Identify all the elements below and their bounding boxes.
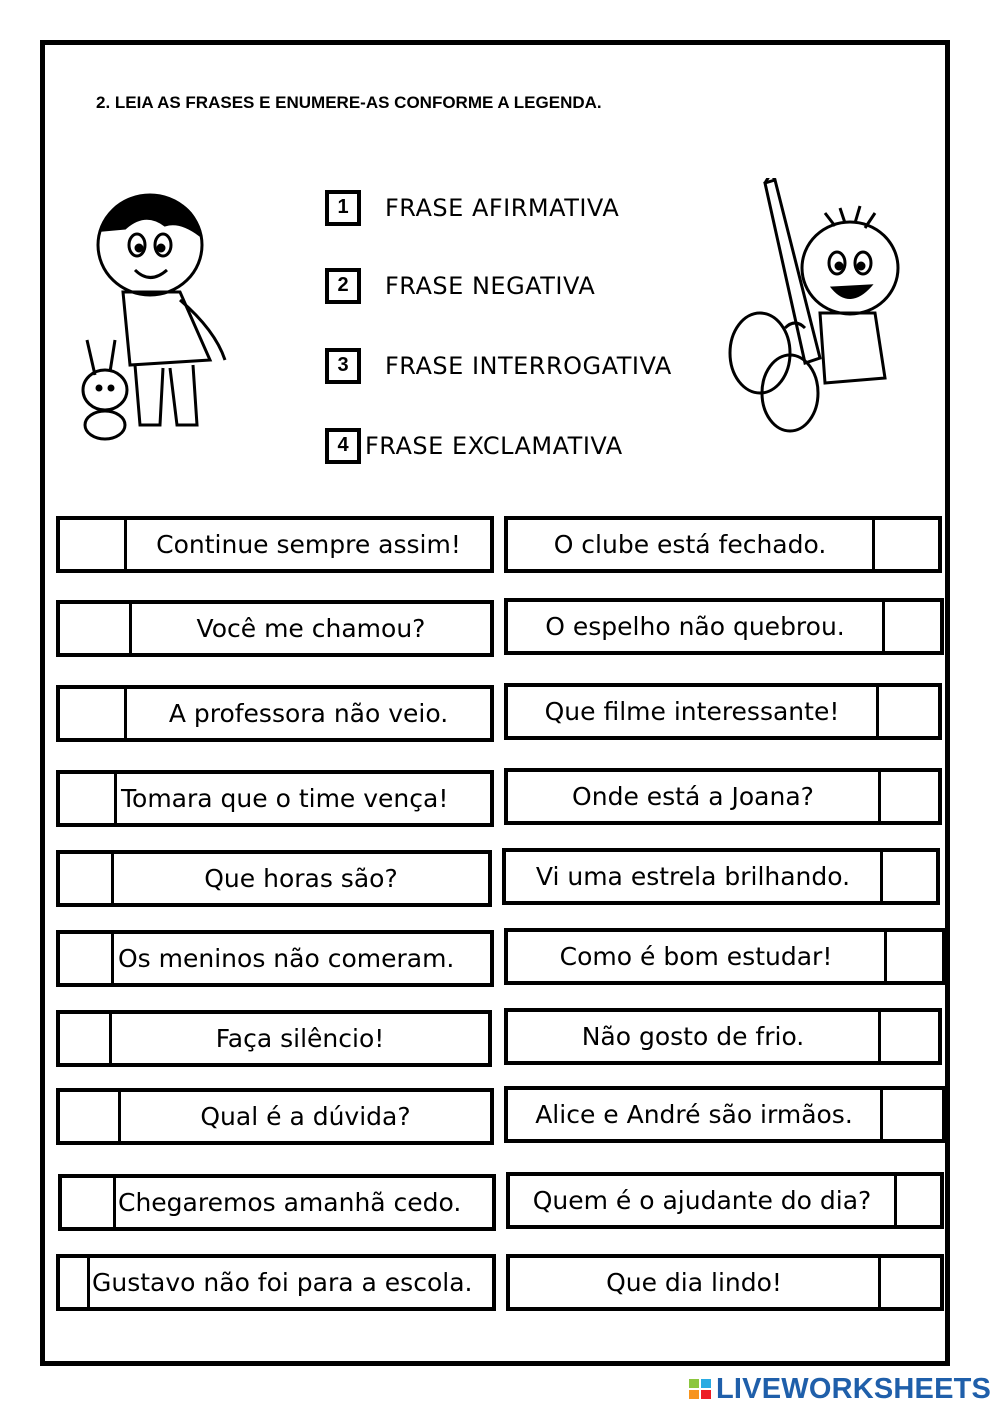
legend-number-box: 1 xyxy=(325,190,361,226)
legend-number-box: 4 xyxy=(325,428,361,464)
sentence-text: Quem é o ajudante do dia? xyxy=(532,1186,872,1215)
legend-label: FRASE AFIRMATIVA xyxy=(385,194,620,222)
sentence-text: O clube está fechado. xyxy=(553,530,827,559)
girl-character-illustration xyxy=(75,190,245,450)
sentence-text: Vi uma estrela brilhando. xyxy=(535,862,851,891)
sentence-text: Não gosto de frio. xyxy=(581,1022,805,1051)
legend-item-4 xyxy=(325,424,623,468)
sentence-row xyxy=(56,1254,496,1311)
sentence-row xyxy=(56,516,494,573)
legend-label: FRASE EXCLAMATIVA xyxy=(365,432,623,460)
sentence-text: Que horas são? xyxy=(204,864,398,893)
answer-input-box[interactable] xyxy=(878,1258,940,1307)
legend-item-2 xyxy=(325,264,595,308)
sentence-text: Gustavo não foi para a escola. xyxy=(92,1268,473,1297)
answer-input-box[interactable] xyxy=(880,1090,942,1139)
liveworksheets-logo-icon xyxy=(688,1377,712,1401)
answer-input-box[interactable] xyxy=(60,854,114,903)
answer-input-box[interactable] xyxy=(882,602,940,651)
sentence-text: Que dia lindo! xyxy=(606,1268,782,1297)
legend-item-1 xyxy=(325,186,619,230)
sentence-text: Qual é a dúvida? xyxy=(200,1102,411,1131)
sentence-row xyxy=(504,1008,942,1065)
legend-number-box: 2 xyxy=(325,268,361,304)
answer-input-box[interactable] xyxy=(878,772,938,821)
sentence-text: Os meninos não comeram. xyxy=(118,944,455,973)
sentence-text: Onde está a Joana? xyxy=(572,782,814,811)
sentence-text: Tomara que o time vença! xyxy=(121,784,449,813)
sentence-row xyxy=(504,598,944,655)
sentence-text: A professora não veio. xyxy=(168,699,449,728)
answer-input-box[interactable] xyxy=(60,604,132,653)
answer-input-box[interactable] xyxy=(60,1014,112,1063)
answer-input-box[interactable] xyxy=(894,1176,940,1225)
sentence-row xyxy=(506,1172,944,1229)
instruction-text: 2. LEIA AS FRASES E ENUMERE-AS CONFORME A LEGENDA. xyxy=(96,93,602,112)
answer-input-box[interactable] xyxy=(60,689,127,738)
answer-input-box[interactable] xyxy=(872,520,938,569)
boy-with-pencil-illustration xyxy=(725,178,925,440)
sentence-row xyxy=(58,1174,496,1231)
liveworksheets-watermark xyxy=(688,1372,991,1406)
sentence-text: Como é bom estudar! xyxy=(559,942,833,971)
sentence-row xyxy=(504,1086,946,1143)
sentence-row xyxy=(56,685,494,742)
sentence-text: O espelho não quebrou. xyxy=(545,612,845,641)
sentence-row xyxy=(56,930,494,987)
sentence-text: Chegaremos amanhã cedo. xyxy=(118,1188,462,1217)
legend-label: FRASE INTERROGATIVA xyxy=(385,352,672,380)
sentence-text: Você me chamou? xyxy=(196,614,426,643)
answer-input-box[interactable] xyxy=(60,774,117,823)
sentence-text: Faça silêncio! xyxy=(215,1024,385,1053)
answer-input-box[interactable] xyxy=(880,852,936,901)
sentence-row xyxy=(502,848,940,905)
legend-item-3 xyxy=(325,344,672,388)
sentence-text: Continue sempre assim! xyxy=(156,530,461,559)
answer-input-box[interactable] xyxy=(878,1012,938,1061)
answer-input-box[interactable] xyxy=(60,1092,121,1141)
answer-input-box[interactable] xyxy=(60,520,127,569)
answer-input-box[interactable] xyxy=(62,1178,116,1227)
sentence-row xyxy=(504,768,942,825)
watermark-text: LIVEWORKSHEETS xyxy=(716,1372,992,1405)
answer-input-box[interactable] xyxy=(884,932,942,981)
legend-label: FRASE NEGATIVA xyxy=(385,272,596,300)
sentence-text: Alice e André são irmãos. xyxy=(535,1100,853,1129)
sentence-row xyxy=(56,770,494,827)
sentence-row xyxy=(56,600,494,657)
sentence-row xyxy=(56,1088,494,1145)
answer-input-box[interactable] xyxy=(60,1258,90,1307)
sentence-row xyxy=(56,850,492,907)
answer-input-box[interactable] xyxy=(60,934,114,983)
sentence-row xyxy=(506,1254,944,1311)
sentence-row xyxy=(504,516,942,573)
answer-input-box[interactable] xyxy=(876,687,938,736)
sentence-row xyxy=(504,683,942,740)
sentence-row xyxy=(504,928,946,985)
sentence-text: Que filme interessante! xyxy=(544,697,840,726)
legend-number-box: 3 xyxy=(325,348,361,384)
sentence-row xyxy=(56,1010,492,1067)
